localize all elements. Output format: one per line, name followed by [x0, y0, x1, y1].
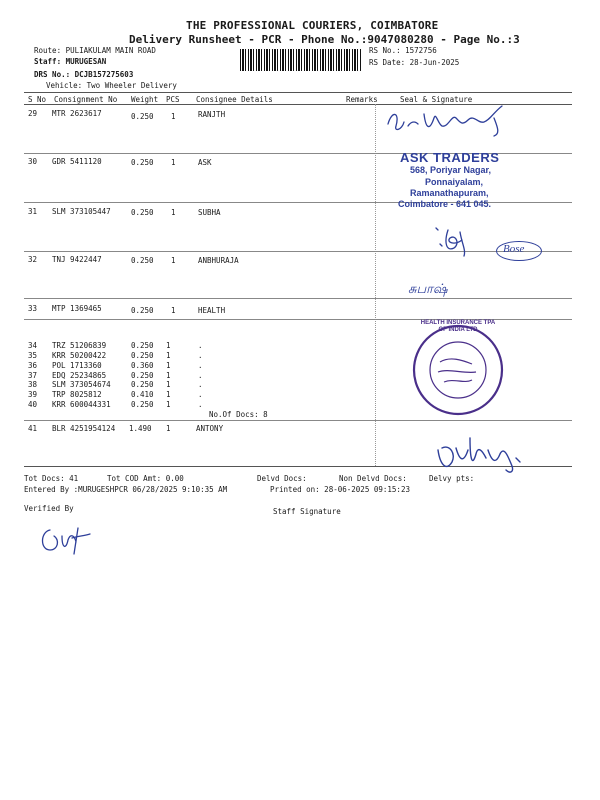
row-weight: 0.250 [131, 256, 154, 265]
row-weight: 0.250 [131, 208, 154, 217]
row-consignee: ANTONY [196, 424, 224, 433]
stamp-address-line: Ponnaiyalam, [425, 177, 484, 187]
group-consignment: KRR 600044331 [52, 400, 111, 409]
col-weight: Weight [131, 95, 159, 104]
row-pcs: 1 [171, 306, 176, 315]
row-sno: 41 [28, 424, 38, 433]
group-pcs: 1 [166, 341, 171, 350]
stamp-company-name: ASK TRADERS [400, 150, 500, 165]
group-consignment: KRR 50200422 [52, 351, 107, 360]
staff-signature-label: Staff Signature [273, 507, 341, 516]
col-remarks: Remarks [346, 95, 378, 104]
row-consignee: ASK [198, 158, 212, 167]
row-consignment: MTR 2623617 [52, 109, 102, 118]
group-weight: 0.250 [131, 371, 154, 380]
row-consignee: SUBHA [198, 208, 221, 217]
verified-by-label: Verified By [24, 504, 74, 513]
row-consignment: BLR 4251954124 [52, 424, 116, 433]
col-seal: Seal & Signature [400, 95, 473, 104]
row-consignment: MTP 1369465 [52, 304, 102, 313]
group-consignee: . [198, 341, 203, 350]
group-consignee: . [198, 380, 203, 389]
group-sno: 36 [28, 361, 38, 370]
group-consignee: . [198, 371, 203, 380]
row-sno: 30 [28, 157, 38, 166]
header-top-rule [24, 92, 572, 93]
row-consignee: RANJTH [198, 110, 226, 119]
health-stamp-text: HEALTH INSURANCE TPA OF INDIA LTD [420, 320, 496, 333]
group-pcs: 1 [166, 351, 171, 360]
group-sno: 40 [28, 400, 38, 409]
row-sno: 29 [28, 109, 38, 118]
group-consignment: TRP 8025812 [52, 390, 102, 399]
row-pcs: 1 [171, 112, 176, 121]
route-label: Route: PULIAKULAM MAIN ROAD [34, 46, 156, 55]
verified-signature [34, 520, 98, 560]
signature-ranjth [382, 100, 522, 138]
group-sno: 34 [28, 341, 38, 350]
row-sno: 32 [28, 255, 38, 264]
group-pcs: 1 [166, 380, 171, 389]
row-sno: 31 [28, 207, 38, 216]
company-title: THE PROFESSIONAL COURIERS, COIMBATORE [186, 19, 439, 32]
stamp-address-line: Ramanathapuram, [410, 188, 489, 198]
stamp-address-line: 568, Poriyar Nagar, [410, 165, 492, 175]
row-weight: 0.250 [131, 306, 154, 315]
group-weight: 0.250 [131, 351, 154, 360]
row-pcs: 1 [171, 256, 176, 265]
total-cod-amount: Tot COD Amt: 0.00 [107, 474, 184, 483]
group-pcs: 1 [166, 361, 171, 370]
group-consignee: . [198, 400, 203, 409]
signature-subha [430, 222, 490, 260]
group-pcs: 1 [166, 371, 171, 380]
group-docs-count: No.Of Docs: 8 [209, 410, 268, 419]
boss-signature-text: Bose [503, 243, 525, 255]
row-weight: 0.250 [131, 112, 154, 121]
row-consignee: HEALTH [198, 306, 226, 315]
non-delivered-docs: Non Delvd Docs: [339, 474, 407, 483]
row-consignment: TNJ 9422447 [52, 255, 102, 264]
group-consignee: . [198, 390, 203, 399]
col-consignee: Consignee Details [196, 95, 273, 104]
runsheet-subtitle: Delivery Runsheet - PCR - Phone No.:9047080280 - Page No.:3 [129, 33, 520, 46]
group-sno: 39 [28, 390, 38, 399]
entered-by: Entered By :MURUGESHPCR 06/28/2025 9:10:35 AM [24, 485, 228, 494]
remarks-divider [375, 104, 376, 466]
group-consignee: . [198, 361, 203, 370]
row-pcs: 1 [166, 424, 171, 433]
signature-antony [432, 428, 532, 476]
col-pcs: PCS [166, 95, 180, 104]
vehicle-label: Vehicle: Two Wheeler Delivery [46, 81, 177, 90]
group-consignee: . [198, 351, 203, 360]
row-rule [24, 420, 572, 421]
group-consignment: EDQ 25234865 [52, 371, 107, 380]
group-weight: 0.250 [131, 380, 154, 389]
rs-date: RS Date: 28-Jun-2025 [369, 58, 460, 67]
printed-on: Printed on: 28-06-2025 09:15:23 [270, 485, 410, 494]
group-consignment: SLM 373054674 [52, 380, 111, 389]
rs-number: RS No.: 1572756 [369, 46, 437, 55]
tamil-signature: சுபாஷ் [408, 282, 448, 297]
row-weight: 0.250 [131, 158, 154, 167]
group-weight: 0.250 [131, 341, 154, 350]
drs-number: DRS No.: DCJB157275603 [34, 70, 134, 79]
row-rule [24, 298, 572, 299]
col-sno: S No [28, 95, 47, 104]
row-consignment: SLM 373105447 [52, 207, 111, 216]
row-weight: 1.490 [129, 424, 152, 433]
row-pcs: 1 [171, 158, 176, 167]
delivered-docs: Delvd Docs: [257, 474, 307, 483]
total-docs: Tot Docs: 41 [24, 474, 79, 483]
group-weight: 0.360 [131, 361, 154, 370]
health-stamp-ring [410, 322, 506, 418]
col-consignment: Consignment No [54, 95, 118, 104]
group-weight: 0.250 [131, 400, 154, 409]
group-sno: 37 [28, 371, 38, 380]
row-sno: 33 [28, 304, 38, 313]
group-consignment: POL 1713360 [52, 361, 102, 370]
group-sno: 38 [28, 380, 38, 389]
group-pcs: 1 [166, 390, 171, 399]
row-pcs: 1 [171, 208, 176, 217]
stamp-address-line: Coimbatore - 641 045. [398, 199, 492, 209]
row-consignment: GDR 5411120 [52, 157, 102, 166]
barcode [240, 49, 362, 71]
row-consignee: ANBHURAJA [198, 256, 239, 265]
group-pcs: 1 [166, 400, 171, 409]
group-consignment: TRZ 51206839 [52, 341, 107, 350]
staff-label: Staff: MURUGESAN [34, 57, 107, 66]
delivery-points: Delvy pts: [429, 474, 475, 483]
group-weight: 0.410 [131, 390, 154, 399]
group-sno: 35 [28, 351, 38, 360]
